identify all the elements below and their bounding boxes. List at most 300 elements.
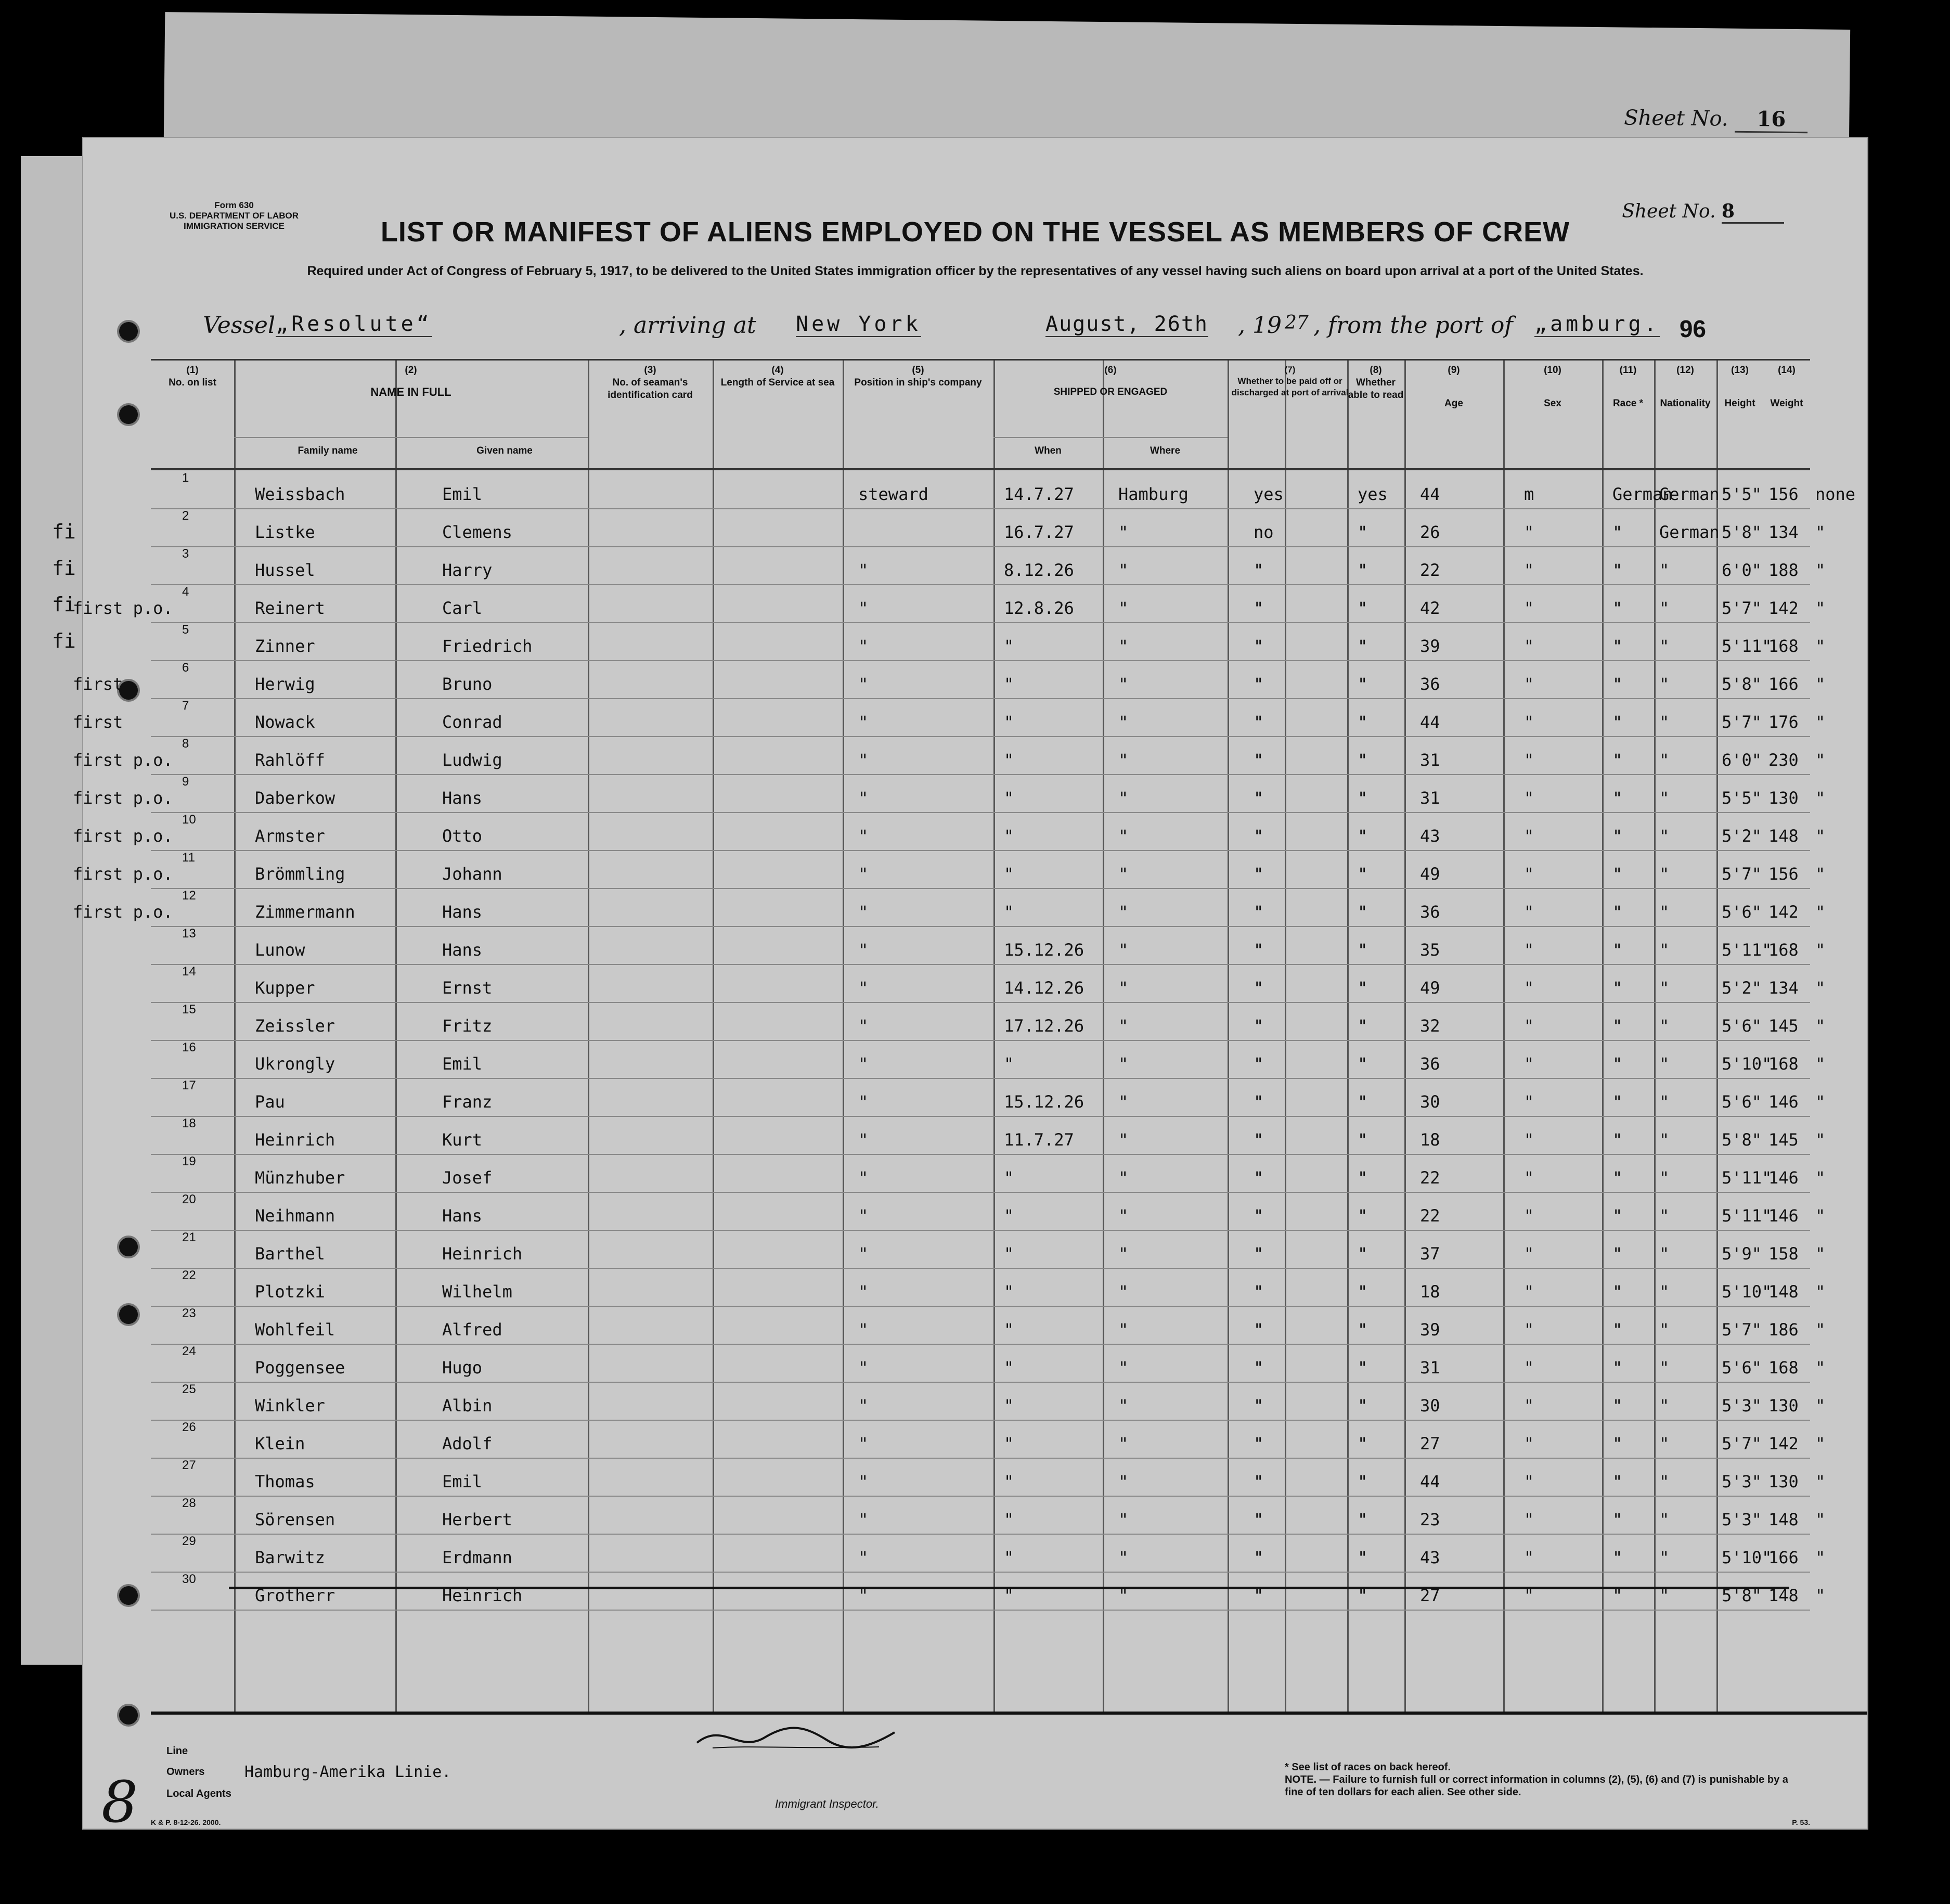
cell-where: " bbox=[1118, 1168, 1129, 1188]
cell-position: " bbox=[858, 1434, 869, 1453]
cell-position: " bbox=[858, 1282, 869, 1302]
cell-nationality: " bbox=[1659, 1282, 1670, 1302]
cell-when: " bbox=[1004, 788, 1014, 808]
cell-marks: " bbox=[1815, 1054, 1826, 1074]
cell-age: 36 bbox=[1420, 674, 1440, 694]
cell-family: Poggensee bbox=[255, 1358, 345, 1378]
cell-height: 5'5" bbox=[1722, 484, 1762, 504]
cell-age: 22 bbox=[1420, 1168, 1440, 1188]
cell-nationality: " bbox=[1659, 712, 1670, 732]
cell-when: 17.12.26 bbox=[1004, 1016, 1084, 1036]
cell-read: " bbox=[1358, 1282, 1368, 1302]
cell-paid: " bbox=[1254, 1320, 1264, 1340]
cell-read: " bbox=[1358, 1092, 1368, 1112]
cell-given: Harry bbox=[442, 560, 493, 580]
cell-race: " bbox=[1612, 1586, 1623, 1605]
cell-read: " bbox=[1358, 1586, 1368, 1605]
table-row bbox=[73, 699, 1826, 737]
cell-age: 30 bbox=[1420, 1092, 1440, 1112]
cell-sex: " bbox=[1524, 1358, 1534, 1378]
cell-race: " bbox=[1612, 1510, 1623, 1529]
cell-family: Barthel bbox=[255, 1244, 325, 1264]
cell-race: " bbox=[1612, 1206, 1623, 1226]
cell-age: 42 bbox=[1420, 598, 1440, 618]
cell-race: " bbox=[1612, 1130, 1623, 1150]
cell-position: " bbox=[858, 864, 869, 884]
cell-when: 15.12.26 bbox=[1004, 1092, 1084, 1112]
cell-height: 5'9" bbox=[1722, 1244, 1762, 1264]
cell-nationality: " bbox=[1659, 826, 1670, 846]
cell-age: 43 bbox=[1420, 1548, 1440, 1567]
cell-race: " bbox=[1612, 1320, 1623, 1340]
header-col-14: (14) Weight bbox=[1770, 365, 1803, 409]
cell-sex: " bbox=[1524, 1548, 1534, 1567]
cell-read: " bbox=[1358, 826, 1368, 846]
cell-read: " bbox=[1358, 902, 1368, 922]
cell-given: Hans bbox=[442, 940, 483, 960]
cell-height: 5'7" bbox=[1722, 864, 1762, 884]
table-row bbox=[151, 1154, 1826, 1193]
cell-family: Zeissler bbox=[255, 1016, 335, 1036]
table-row bbox=[151, 1382, 1826, 1421]
cell-age: 18 bbox=[1420, 1282, 1440, 1302]
cell-sex: " bbox=[1524, 598, 1534, 618]
cell-age: 36 bbox=[1420, 902, 1440, 922]
owners-value: Hamburg-Amerika Linie. bbox=[244, 1763, 451, 1781]
cell-where: " bbox=[1118, 788, 1129, 808]
cell-marks: " bbox=[1815, 902, 1826, 922]
cell-height: 5'10" bbox=[1722, 1054, 1772, 1074]
cell-marks: " bbox=[1815, 1282, 1826, 1302]
cell-weight: 148 bbox=[1768, 1282, 1799, 1302]
cell-when: " bbox=[1004, 1548, 1014, 1567]
cell-age: 27 bbox=[1420, 1586, 1440, 1605]
handwritten-number: 8 bbox=[101, 1769, 138, 1835]
cell-position: " bbox=[858, 1586, 869, 1605]
cell-height: 5'6" bbox=[1722, 1358, 1762, 1378]
margin-fragment: fi bbox=[52, 520, 76, 543]
cell-position: " bbox=[858, 826, 869, 846]
row-number: 21 bbox=[182, 1230, 196, 1244]
cell-family: Winkler bbox=[255, 1396, 325, 1416]
cell-weight: 142 bbox=[1768, 1434, 1799, 1453]
cell-read: " bbox=[1358, 1396, 1368, 1416]
row-number: 23 bbox=[182, 1306, 196, 1320]
cell-position: " bbox=[858, 940, 869, 960]
table-row bbox=[151, 1192, 1826, 1231]
cell-nationality: " bbox=[1659, 1244, 1670, 1264]
cell-paid: " bbox=[1254, 1586, 1264, 1605]
row-number: 12 bbox=[182, 889, 196, 903]
cell-height: 6'0" bbox=[1722, 750, 1762, 770]
cell-position: " bbox=[858, 1054, 869, 1074]
cell-where: " bbox=[1118, 1016, 1129, 1036]
cell-family: Zimmermann bbox=[255, 902, 355, 922]
cell-given: Johann bbox=[442, 864, 502, 884]
cell-marks: " bbox=[1815, 636, 1826, 656]
table-row bbox=[73, 661, 1826, 699]
cell-sex: m bbox=[1524, 484, 1534, 504]
cell-race: " bbox=[1612, 522, 1623, 542]
inspector-signature bbox=[692, 1717, 900, 1758]
cell-paid: " bbox=[1254, 750, 1264, 770]
table-row bbox=[151, 1230, 1826, 1269]
cell-where: " bbox=[1118, 1586, 1129, 1605]
cell-age: 49 bbox=[1420, 864, 1440, 884]
cell-nationality: " bbox=[1659, 1016, 1670, 1036]
cell-height: 5'7" bbox=[1722, 1434, 1762, 1453]
table-row bbox=[151, 927, 1826, 965]
cell-family: Lunow bbox=[255, 940, 305, 960]
cell-race: " bbox=[1612, 1016, 1623, 1036]
print-code: K & P. 8-12-26. 2000. bbox=[151, 1818, 221, 1826]
form-id: Form 630 U.S. DEPARTMENT OF LABOR IMMIGRATION SERVICE bbox=[169, 200, 299, 231]
cell-race: " bbox=[1612, 1548, 1623, 1567]
cell-position: " bbox=[858, 636, 869, 656]
cell-age: 22 bbox=[1420, 1206, 1440, 1226]
cell-position: " bbox=[858, 1358, 869, 1378]
cell-nationality: " bbox=[1659, 1548, 1670, 1567]
margin-annotation: first p.o. bbox=[73, 902, 173, 922]
cell-when: " bbox=[1004, 1244, 1014, 1264]
owners-label: Owners bbox=[166, 1766, 205, 1778]
row-number: 16 bbox=[182, 1040, 196, 1054]
cell-race: " bbox=[1612, 1282, 1623, 1302]
cell-age: 44 bbox=[1420, 484, 1440, 504]
vessel-line bbox=[203, 312, 1815, 343]
cell-paid: " bbox=[1254, 1130, 1264, 1150]
form-code: P. 53. bbox=[1792, 1818, 1810, 1826]
cell-family: Sörensen bbox=[255, 1510, 335, 1529]
cell-family: Neihmann bbox=[255, 1206, 335, 1226]
row-number: 27 bbox=[182, 1458, 196, 1472]
cell-family: Weissbach bbox=[255, 484, 345, 504]
header-col-4: (4) Length of Service at sea bbox=[720, 365, 835, 388]
table-row bbox=[151, 1458, 1826, 1497]
cell-marks: " bbox=[1815, 712, 1826, 732]
cell-read: " bbox=[1358, 1320, 1368, 1340]
cell-sex: " bbox=[1524, 1168, 1534, 1188]
cell-when: " bbox=[1004, 750, 1014, 770]
cell-marks: " bbox=[1815, 1168, 1826, 1188]
cell-race: " bbox=[1612, 560, 1623, 580]
cell-race: " bbox=[1612, 1054, 1623, 1074]
row-number: 24 bbox=[182, 1344, 196, 1358]
cell-read: " bbox=[1358, 522, 1368, 542]
cell-family: Grotherr bbox=[255, 1586, 335, 1605]
cell-weight: 156 bbox=[1768, 484, 1799, 504]
cell-position: " bbox=[858, 1510, 869, 1529]
cell-given: Fritz bbox=[442, 1016, 493, 1036]
cell-race: " bbox=[1612, 902, 1623, 922]
cell-marks: " bbox=[1815, 1206, 1826, 1226]
cell-marks: " bbox=[1815, 598, 1826, 618]
cell-position: " bbox=[858, 1320, 869, 1340]
back-sheet-number: Sheet No. 16 bbox=[1624, 106, 1808, 134]
cell-age: 39 bbox=[1420, 1320, 1440, 1340]
cell-height: 5'3" bbox=[1722, 1396, 1762, 1416]
cell-where: " bbox=[1118, 560, 1129, 580]
cell-race: " bbox=[1612, 712, 1623, 732]
local-agents-label: Local Agents bbox=[166, 1788, 231, 1799]
cell-height: 5'11" bbox=[1722, 1206, 1772, 1226]
header-col-5: (5) Position in ship's company bbox=[854, 365, 982, 388]
cell-marks: " bbox=[1815, 674, 1826, 694]
cell-age: 26 bbox=[1420, 522, 1440, 542]
cell-weight: 130 bbox=[1768, 1472, 1799, 1491]
cell-weight: 148 bbox=[1768, 1510, 1799, 1529]
cell-weight: 188 bbox=[1768, 560, 1799, 580]
cell-when: " bbox=[1004, 826, 1014, 846]
cell-marks: " bbox=[1815, 1510, 1826, 1529]
header-col-9: (9) Age bbox=[1444, 365, 1463, 409]
cell-marks: " bbox=[1815, 1548, 1826, 1567]
cell-when: 11.7.27 bbox=[1004, 1130, 1074, 1150]
cell-weight: 168 bbox=[1768, 1358, 1799, 1378]
cell-weight: 142 bbox=[1768, 598, 1799, 618]
arrival-date: August, 26th bbox=[1045, 312, 1208, 336]
cell-race: " bbox=[1612, 598, 1623, 618]
cell-paid: " bbox=[1254, 788, 1264, 808]
cell-family: Herwig bbox=[255, 674, 315, 694]
cell-when: " bbox=[1004, 1282, 1014, 1302]
cell-paid: " bbox=[1254, 902, 1264, 922]
cell-when: 8.12.26 bbox=[1004, 560, 1074, 580]
header-col-13: (13) Height bbox=[1724, 365, 1755, 409]
row-number: 3 bbox=[182, 547, 189, 561]
cell-paid: " bbox=[1254, 1092, 1264, 1112]
cell-position: " bbox=[858, 1016, 869, 1036]
cell-read: " bbox=[1358, 1244, 1368, 1264]
cell-given: Hans bbox=[442, 902, 483, 922]
cell-where: " bbox=[1118, 1396, 1129, 1416]
cell-race: " bbox=[1612, 636, 1623, 656]
cell-paid: " bbox=[1254, 940, 1264, 960]
cell-family: Ukrongly bbox=[255, 1054, 335, 1074]
cell-paid: " bbox=[1254, 1282, 1264, 1302]
arriving-label: , arriving at bbox=[619, 312, 756, 339]
cell-position: " bbox=[858, 1244, 869, 1264]
cell-height: 5'10" bbox=[1722, 1282, 1772, 1302]
cell-height: 5'6" bbox=[1722, 1092, 1762, 1112]
cell-position: " bbox=[858, 712, 869, 732]
cell-where: " bbox=[1118, 636, 1129, 656]
cell-where: " bbox=[1118, 598, 1129, 618]
cell-nationality: " bbox=[1659, 1396, 1670, 1416]
cell-position: " bbox=[858, 1092, 869, 1112]
table-row bbox=[151, 1268, 1826, 1307]
cell-height: 6'0" bbox=[1722, 560, 1762, 580]
cell-read: " bbox=[1358, 1130, 1368, 1150]
cell-race: " bbox=[1612, 864, 1623, 884]
cell-read: " bbox=[1358, 1358, 1368, 1378]
cell-given: Heinrich bbox=[442, 1586, 523, 1605]
cell-height: 5'11" bbox=[1722, 940, 1772, 960]
inspector-label: Immigrant Inspector. bbox=[775, 1797, 879, 1810]
header-given-name: Given name bbox=[476, 445, 533, 456]
cell-read: " bbox=[1358, 750, 1368, 770]
cell-race: " bbox=[1612, 788, 1623, 808]
cell-paid: " bbox=[1254, 636, 1264, 656]
header-family-name: Family name bbox=[298, 445, 358, 456]
cell-marks: " bbox=[1815, 1130, 1826, 1150]
cell-nationality: " bbox=[1659, 674, 1670, 694]
cell-family: Zinner bbox=[255, 636, 315, 656]
cell-weight: 168 bbox=[1768, 940, 1799, 960]
cell-height: 5'8" bbox=[1722, 674, 1762, 694]
cell-nationality: " bbox=[1659, 1130, 1670, 1150]
cell-when: " bbox=[1004, 1054, 1014, 1074]
cell-weight: 168 bbox=[1768, 1054, 1799, 1074]
cell-read: " bbox=[1358, 674, 1368, 694]
table-row bbox=[151, 1002, 1826, 1041]
departure-port: „amburg. bbox=[1534, 312, 1660, 336]
cell-age: 30 bbox=[1420, 1396, 1440, 1416]
cell-when: 12.8.26 bbox=[1004, 598, 1074, 618]
cell-family: Daberkow bbox=[255, 788, 335, 808]
cell-when: 14.7.27 bbox=[1004, 484, 1074, 504]
cell-age: 36 bbox=[1420, 1054, 1440, 1074]
arrival-port: New York bbox=[796, 312, 921, 336]
cell-paid: yes bbox=[1254, 484, 1284, 504]
cell-where: " bbox=[1118, 1472, 1129, 1491]
cell-age: 39 bbox=[1420, 636, 1440, 656]
cell-given: Albin bbox=[442, 1396, 493, 1416]
cell-weight: 176 bbox=[1768, 712, 1799, 732]
cell-sex: " bbox=[1524, 1054, 1534, 1074]
cell-nationality: " bbox=[1659, 1168, 1670, 1188]
cell-sex: " bbox=[1524, 522, 1534, 542]
cell-family: Reinert bbox=[255, 598, 325, 618]
cell-where: " bbox=[1118, 522, 1129, 542]
margin-annotation: first p.o. bbox=[73, 750, 173, 770]
cell-age: 31 bbox=[1420, 1358, 1440, 1378]
margin-fragment: fi bbox=[52, 593, 76, 616]
cell-sex: " bbox=[1524, 712, 1534, 732]
cell-sex: " bbox=[1524, 1244, 1534, 1264]
from-label: , from the port of bbox=[1313, 312, 1513, 339]
cell-height: 5'10" bbox=[1722, 1548, 1772, 1567]
cell-when: 16.7.27 bbox=[1004, 522, 1074, 542]
cell-weight: 130 bbox=[1768, 1396, 1799, 1416]
cell-when: " bbox=[1004, 1510, 1014, 1529]
cell-when: " bbox=[1004, 1396, 1014, 1416]
header-col-2: (2) NAME IN FULL bbox=[370, 365, 451, 398]
strike-through-row-25 bbox=[229, 1587, 1789, 1589]
punch-hole bbox=[117, 403, 140, 426]
row-number: 7 bbox=[182, 699, 189, 713]
cell-when: " bbox=[1004, 1472, 1014, 1491]
cell-read: " bbox=[1358, 1168, 1368, 1188]
cell-position: " bbox=[858, 902, 869, 922]
cell-age: 31 bbox=[1420, 788, 1440, 808]
cell-where: " bbox=[1118, 1434, 1129, 1453]
cell-position: " bbox=[858, 788, 869, 808]
cell-height: 5'11" bbox=[1722, 636, 1772, 656]
cell-when: 15.12.26 bbox=[1004, 940, 1084, 960]
cell-age: 43 bbox=[1420, 826, 1440, 846]
cell-height: 5'8" bbox=[1722, 522, 1762, 542]
cell-paid: " bbox=[1254, 674, 1264, 694]
cell-family: Barwitz bbox=[255, 1548, 325, 1567]
cell-sex: " bbox=[1524, 1130, 1534, 1150]
cell-marks: " bbox=[1815, 940, 1826, 960]
table-bottom-rule bbox=[151, 1712, 1867, 1715]
cell-when: " bbox=[1004, 864, 1014, 884]
cell-marks: " bbox=[1815, 522, 1826, 542]
cell-marks: " bbox=[1815, 1358, 1826, 1378]
cell-given: Kurt bbox=[442, 1130, 483, 1150]
cell-where: " bbox=[1118, 1358, 1129, 1378]
cell-given: Conrad bbox=[442, 712, 502, 732]
cell-paid: " bbox=[1254, 1472, 1264, 1491]
cell-race: " bbox=[1612, 1434, 1623, 1453]
cell-given: Erdmann bbox=[442, 1548, 512, 1567]
cell-where: " bbox=[1118, 1510, 1129, 1529]
margin-annotation: first p.o. bbox=[73, 826, 173, 846]
cell-marks: " bbox=[1815, 1586, 1826, 1605]
cell-position: " bbox=[858, 674, 869, 694]
punch-hole bbox=[117, 320, 140, 343]
punch-hole bbox=[117, 1584, 140, 1607]
cell-given: Ludwig bbox=[442, 750, 502, 770]
cell-race: " bbox=[1612, 1168, 1623, 1188]
cell-position: " bbox=[858, 1130, 869, 1150]
table-row bbox=[151, 1040, 1826, 1079]
cell-sex: " bbox=[1524, 1016, 1534, 1036]
table-row bbox=[151, 623, 1826, 661]
cell-sex: " bbox=[1524, 674, 1534, 694]
cell-marks: " bbox=[1815, 1320, 1826, 1340]
cell-height: 5'7" bbox=[1722, 712, 1762, 732]
cell-paid: " bbox=[1254, 560, 1264, 580]
cell-given: Emil bbox=[442, 484, 483, 504]
cell-marks: " bbox=[1815, 1092, 1826, 1112]
cell-race: " bbox=[1612, 978, 1623, 998]
cell-weight: 142 bbox=[1768, 902, 1799, 922]
cell-age: 22 bbox=[1420, 560, 1440, 580]
header-when: When bbox=[1035, 445, 1062, 456]
row-number: 26 bbox=[182, 1420, 196, 1434]
row-number: 8 bbox=[182, 737, 189, 751]
cell-weight: 134 bbox=[1768, 978, 1799, 998]
cell-weight: 186 bbox=[1768, 1320, 1799, 1340]
cell-weight: 166 bbox=[1768, 674, 1799, 694]
cell-nationality: " bbox=[1659, 788, 1670, 808]
cell-height: 5'2" bbox=[1722, 978, 1762, 998]
table-row bbox=[151, 471, 1856, 509]
cell-marks: " bbox=[1815, 560, 1826, 580]
cell-height: 5'11" bbox=[1722, 1168, 1772, 1188]
table-row bbox=[73, 737, 1826, 775]
cell-read: " bbox=[1358, 1054, 1368, 1074]
cell-read: " bbox=[1358, 940, 1368, 960]
cell-where: Hamburg bbox=[1118, 484, 1189, 504]
cell-height: 5'2" bbox=[1722, 826, 1762, 846]
cell-paid: " bbox=[1254, 1244, 1264, 1264]
margin-annotation: first p.o. bbox=[73, 788, 173, 808]
cell-read: " bbox=[1358, 978, 1368, 998]
punch-hole bbox=[117, 1704, 140, 1727]
cell-nationality: " bbox=[1659, 598, 1670, 618]
cell-nationality: " bbox=[1659, 1586, 1670, 1605]
cell-where: " bbox=[1118, 1320, 1129, 1340]
cell-family: Kupper bbox=[255, 978, 315, 998]
cell-position: " bbox=[858, 598, 869, 618]
cell-paid: " bbox=[1254, 1016, 1264, 1036]
cell-when: 14.12.26 bbox=[1004, 978, 1084, 998]
cell-race: " bbox=[1612, 750, 1623, 770]
